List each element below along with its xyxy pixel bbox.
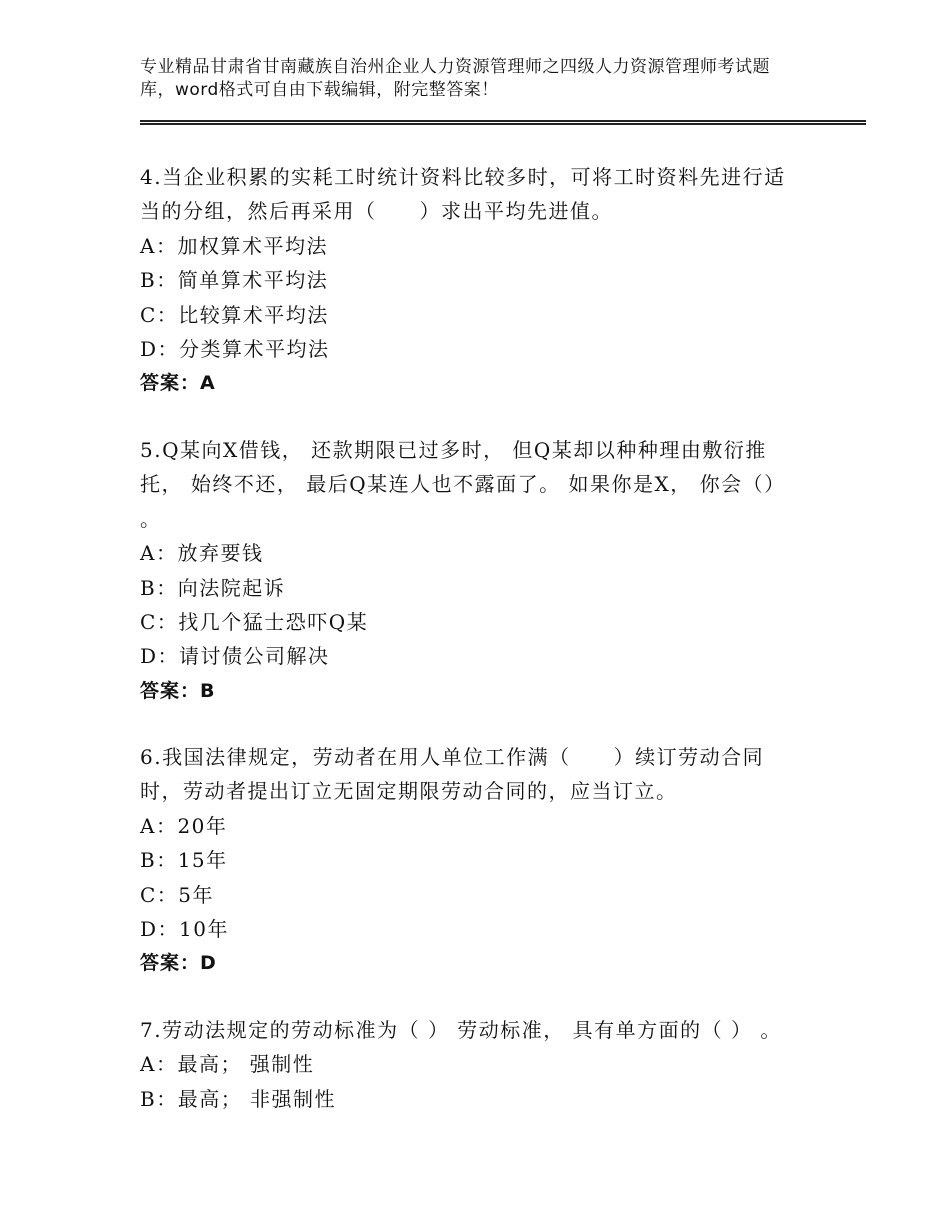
answer-label: 答案：B <box>140 679 216 702</box>
answer-label: 答案：A <box>140 372 216 395</box>
header-title-line-1: 专业精品甘肃省甘南藏族自治州企业人力资源管理师之四级人力资源管理师考试题 <box>140 57 770 77</box>
answer-label: 答案：D <box>140 952 217 975</box>
option-a: A：加权算术平均法 <box>140 233 328 258</box>
page-header <box>140 56 840 102</box>
question-stem-line: 托， 始终不还， 最后Q某连人也不露面了。 如果你是X， 你会（） <box>140 472 786 497</box>
option-a: A：最高； 强制性 <box>140 1052 315 1077</box>
option-b: B：最高； 非强制性 <box>140 1086 337 1111</box>
question-stem-line: 7.劳动法规定的劳动标准为（ ） 劳动标准， 具有单方面的（ ） 。 <box>140 1018 782 1042</box>
option-b: B：向法院起诉 <box>140 575 286 600</box>
question-stem-line: 当的分组，然后再采用（ ）求出平均先进值。 <box>140 199 613 224</box>
header-title-line-2: 库，word格式可自由下载编辑，附完整答案！ <box>140 80 499 100</box>
question-7 <box>140 1013 820 1116</box>
option-c: C：5年 <box>140 882 215 907</box>
header-divider <box>140 120 866 125</box>
option-a: A：20年 <box>140 813 228 838</box>
option-a: A：放弃要钱 <box>140 541 264 566</box>
option-b: B：简单算术平均法 <box>140 268 329 293</box>
question-stem-line: 5.Q某向X借钱， 还款期限已过多时， 但Q某却以种种理由敷衍推 <box>140 438 767 462</box>
option-d: D：请讨债公司解决 <box>140 644 330 669</box>
option-c: C：找几个猛士恐吓Q某 <box>140 609 369 634</box>
question-4 <box>140 160 820 401</box>
option-d: D：10年 <box>140 916 229 941</box>
question-stem-line: 时，劳动者提出订立无固定期限劳动合同的，应当订立。 <box>140 779 678 804</box>
question-stem-line: 4.当企业积累的实耗工时统计资料比较多时，可将工时资料先进行适 <box>140 165 786 189</box>
option-b: B：15年 <box>140 848 228 873</box>
question-5 <box>140 433 820 708</box>
question-6 <box>140 740 820 981</box>
option-d: D：分类算术平均法 <box>140 336 330 361</box>
option-c: C：比较算术平均法 <box>140 302 329 327</box>
question-stem-line: 6.我国法律规定，劳动者在用人单位工作满（ ）续订劳动合同 <box>140 745 765 769</box>
question-stem-line: 。 <box>140 506 162 531</box>
